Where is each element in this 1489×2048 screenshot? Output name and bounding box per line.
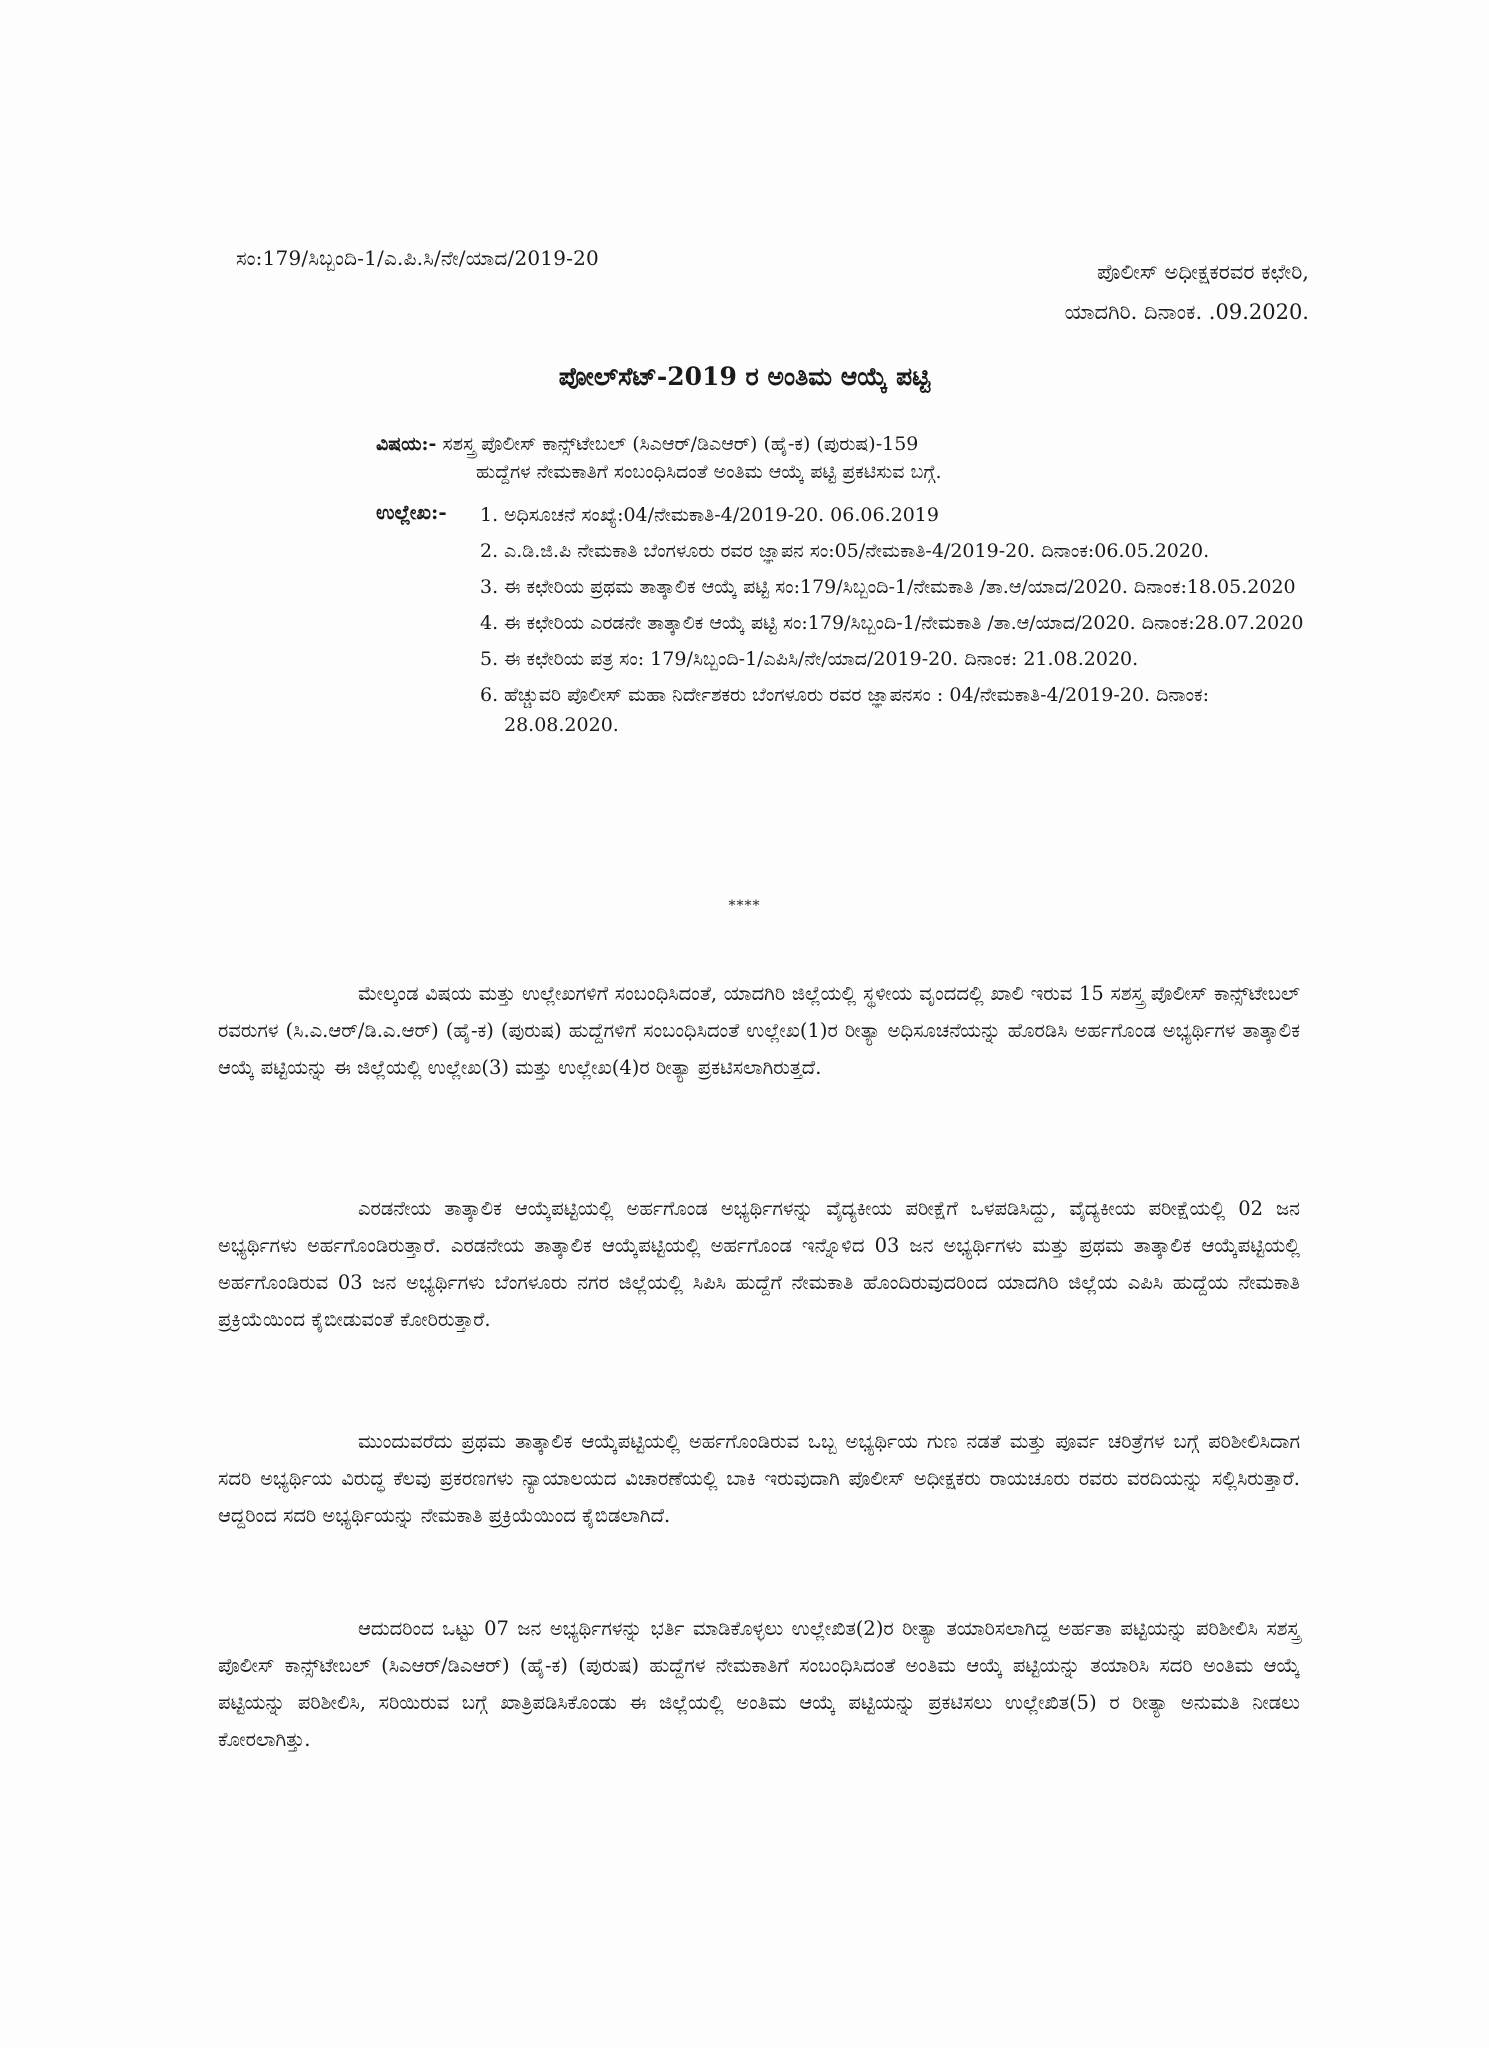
office-name: ಪೊಲೀಸ್ ಅಧೀಕ್ಷಕರವರ ಕಛೇರಿ, bbox=[1097, 260, 1309, 284]
reference-text: ಈ ಕಛೇರಿಯ ಪ್ರಥಮ ತಾತ್ಕಾಲಿಕ ಆಯ್ಕೆ ಪಟ್ಟಿ ಸಂ:179/ಸಿಬ್ಬಂದಿ-1/ನೇಮಕಾತಿ /ತಾ.ಆ/ಯಾದ/2020. ದಿನಾಂಕ:18.05.2020 bbox=[504, 576, 1296, 598]
subject-line-2: ಹುದ್ದೆಗಳ ನೇಮಕಾತಿಗೆ ಸಂಬಂಧಿಸಿದಂತೆ ಅಂತಿಮ ಆಯ್ಕೆ ಪಟ್ಟಿ ಪ್ರಕಟಿಸುವ ಬಗ್ಗೆ. bbox=[476, 461, 942, 483]
reference-item bbox=[480, 536, 1310, 566]
subject-block bbox=[376, 430, 1306, 486]
reference-text: ಹೆಚ್ಚುವರಿ ಪೊಲೀಸ್ ಮಹಾ ನಿರ್ದೇಶಕರು ಬೆಂಗಳೂರು ರವರ ಜ್ಞಾಪನಸಂ : 04/ನೇಮಕಾತಿ-4/2019-20. ದಿನಾಂಕ: 28.08.2020. bbox=[504, 684, 1209, 736]
body-paragraph: ಎರಡನೇಯ ತಾತ್ಕಾಲಿಕ ಆಯ್ಕೆಪಟ್ಟಿಯಲ್ಲಿ ಅರ್ಹಗೊಂಡ ಅಭ್ಯರ್ಥಿಗಳನ್ನು ವೈದ್ಯಕೀಯ ಪರೀಕ್ಷೆಗೆ ಒಳಪಡಿಸಿದ್ದು, ವೈದ್ಯಕೀಯ ಪರೀಕ್ಷೆಯಲ್ಲಿ 02 ಜನ ಅಭ್ಯರ್ಥಿಗಳು ಅರ್ಹಗೊಂಡಿರುತ್ತಾರೆ. ಎರಡನೇಯ ತಾತ್ಕಾಲಿಕ ಆಯ್ಕೆಪಟ್ಟಿಯಲ್ಲಿ ಅರ್ಹಗೊಂಡ ಇನ್ನೊಳಿದ 03 ಜನ ಅಭ್ಯರ್ಥಿಗಳು ಮತ್ತು ಪ್ರಥಮ ತಾತ್ಕಾಲಿಕ ಆಯ್ಕೆಪಟ್ಟಿಯಲ್ಲಿ ಅರ್ಹಗೊಂಡಿರುವ 03 ಜನ ಅಭ್ಯರ್ಥಿಗಳು ಬೆಂಗಳೂರು ನಗರ ಜಿಲ್ಲೆಯಲ್ಲಿ ಸಿಪಿಸಿ ಹುದ್ದೆಗೆ ನೇಮಕಾತಿ ಹೊಂದಿರುವುದರಿಂದ ಯಾದಗಿರಿ ಜಿಲ್ಲೆಯ ಎಪಿಸಿ ಹುದ್ದೆಯ ನೇಮಕಾತಿ ಪ್ರಕ್ರಿಯೆಯಿಂದ ಕೈಬೀಡುವಂತೆ ಕೋರಿರುತ್ತಾರೆ. bbox=[218, 1196, 1300, 1331]
reference-item bbox=[480, 608, 1310, 638]
office-block bbox=[1065, 252, 1309, 332]
reference-number: ಸಂ:179/ಸಿಬ್ಬಂದಿ-1/ಎ.ಪಿ.ಸಿ/ನೇ/ಯಾದ/2019-20 bbox=[236, 246, 599, 270]
document-title: ಪೋಲ್‌ಸೆಟ್-2019 ರ ಅಂತಿಮ ಆಯ್ಕೆ ಪಟ್ಟಿ bbox=[558, 362, 931, 391]
references-list bbox=[480, 500, 1310, 746]
reference-item bbox=[480, 572, 1310, 602]
section-separator: **** bbox=[728, 898, 761, 914]
office-place-date: ಯಾದಗಿರಿ. ದಿನಾಂಕ. .09.2020. bbox=[1064, 300, 1309, 324]
reference-text: ಎ.ಡಿ.ಜಿ.ಪಿ ನೇಮಕಾತಿ ಬೆಂಗಳೂರು ರವರ ಜ್ಞಾಪನ ಸಂ:05/ನೇಮಕಾತಿ-4/2019-20. ದಿನಾಂಕ:06.05.2020. bbox=[504, 540, 1210, 562]
reference-text: ಈ ಕಛೇರಿಯ ಎರಡನೇ ತಾತ್ಕಾಲಿಕ ಆಯ್ಕೆ ಪಟ್ಟಿ ಸಂ:179/ಸಿಬ್ಬಂದಿ-1/ನೇಮಕಾತಿ /ತಾ.ಆ/ಯಾದ/2020. ದಿನಾಂಕ:28.07.2020 bbox=[504, 612, 1304, 634]
reference-text: ಅಧಿಸೂಚನೆ ಸಂಖ್ಯೆ:04/ನೇಮಕಾತಿ-4/2019-20. 06.06.2019 bbox=[504, 504, 939, 526]
body-paragraph: ಮೇಲ್ಕಂಡ ವಿಷಯ ಮತ್ತು ಉಲ್ಲೇಖಗಳಿಗೆ ಸಂಬಂಧಿಸಿದಂತೆ, ಯಾದಗಿರಿ ಜಿಲ್ಲೆಯಲ್ಲಿ ಸ್ಥಳೀಯ ವೃಂದದಲ್ಲಿ ಖಾಲಿ ಇರುವ 15 ಸಶಸ್ತ್ರ ಪೊಲೀಸ್ ಕಾನ್ಸ್‌ಟೇಬಲ್ ರವರುಗಳ (ಸಿ.ಎ.ಆರ್/ಡಿ.ಎ.ಆರ್) (ಹೈ-ಕ) (ಪುರುಷ) ಹುದ್ದೆಗಳಿಗೆ ಸಂಬಂಧಿಸಿದಂತೆ ಉಲ್ಲೇಖ(1)ರ ರೀತ್ಯಾ ಅಧಿಸೂಚನೆಯನ್ನು ಹೊರಡಿಸಿ ಅರ್ಹಗೊಂಡ ಅಭ್ಯರ್ಥಿಗಳ ತಾತ್ಕಾಲಿಕ ಆಯ್ಕೆ ಪಟ್ಟಿಯನ್ನು ಈ ಜಿಲ್ಲೆಯಲ್ಲಿ ಉಲ್ಲೇಖ(3) ಮತ್ತು ಉಲ್ಲೇಖ(4)ರ ರೀತ್ಯಾ ಪ್ರಕಟಿಸಲಾಗಿರುತ್ತದೆ. bbox=[218, 981, 1300, 1079]
reference-number-label: 1. bbox=[480, 504, 499, 526]
body-paragraph: ಆದುದರಿಂದ ಒಟ್ಟು 07 ಜನ ಅಭ್ಯರ್ಥಿಗಳನ್ನು ಭರ್ತಿ ಮಾಡಿಕೊಳ್ಳಲು ಉಲ್ಲೇಖಿತ(2)ರ ರೀತ್ಯಾ ತಯಾರಿಸಲಾಗಿದ್ದ ಅರ್ಹತಾ ಪಟ್ಟಿಯನ್ನು ಪರಿಶೀಲಿಸಿ ಸಶಸ್ತ್ರ ಪೊಲೀಸ್ ಕಾನ್ಸ್‌ಟೇಬಲ್ (ಸಿಎಆರ್/ಡಿಎಆರ್) (ಹೈ-ಕ) (ಪುರುಷ) ಹುದ್ದೆಗಳ ನೇಮಕಾತಿಗೆ ಸಂಬಂಧಿಸಿದಂತೆ ಅಂತಿಮ ಆಯ್ಕೆ ಪಟ್ಟಿಯನ್ನು ತಯಾರಿಸಿ ಸದರಿ ಅಂತಿಮ ಆಯ್ಕೆ ಪಟ್ಟಿಯನ್ನು ಪರಿಶೀಲಿಸಿ, ಸರಿಯಿರುವ ಬಗ್ಗೆ ಖಾತ್ರಿಪಡಿಸಿಕೊಂಡು ಈ ಜಿಲ್ಲೆಯಲ್ಲಿ ಅಂತಿಮ ಆಯ್ಕೆ ಪಟ್ಟಿಯನ್ನು ಪ್ರಕಟಿಸಲು ಉಲ್ಲೇಖಿತ(5) ರ ರೀತ್ಯಾ ಅನುಮತಿ ನೀಡಲು ಕೋರಲಾಗಿತ್ತು. bbox=[218, 1616, 1300, 1751]
body-paragraph: ಮುಂದುವರೆದು ಪ್ರಥಮ ತಾತ್ಕಾಲಿಕ ಆಯ್ಕೆಪಟ್ಟಿಯಲ್ಲಿ ಅರ್ಹಗೊಂಡಿರುವ ಒಬ್ಬ ಅಭ್ಯರ್ಥಿಯ ಗುಣ ನಡತೆ ಮತ್ತು ಪೂರ್ವ ಚರಿತ್ರೆಗಳ ಬಗ್ಗೆ ಪರಿಶೀಲಿಸಿದಾಗ ಸದರಿ ಅಭ್ಯರ್ಥಿಯ ವಿರುದ್ಧ ಕೆಲವು ಪ್ರಕರಣಗಳು ನ್ಯಾಯಾಲಯದ ವಿಚಾರಣೆಯಲ್ಲಿ ಬಾಕಿ ಇರುವುದಾಗಿ ಪೊಲೀಸ್ ಅಧೀಕ್ಷಕರು ರಾಯಚೂರು ರವರು ವರದಿಯನ್ನು ಸಲ್ಲಿಸಿರುತ್ತಾರೆ. ಆದ್ದರಿಂದ ಸದರಿ ಅಭ್ಯರ್ಥಿಯನ್ನು ನೇಮಕಾತಿ ಪ್ರಕ್ರಿಯೆಯಿಂದ ಕೈಬಿಡಲಾಗಿದೆ. bbox=[218, 1429, 1300, 1527]
reference-item bbox=[480, 500, 1310, 530]
reference-item bbox=[480, 644, 1310, 674]
reference-number-label: 5. bbox=[480, 648, 499, 670]
reference-number-label: 6. bbox=[480, 684, 499, 706]
subject-label: ವಿಷಯ:- bbox=[376, 433, 437, 455]
reference-number-label: 2. bbox=[480, 540, 499, 562]
reference-item bbox=[480, 680, 1310, 740]
reference-number-label: 4. bbox=[480, 612, 499, 634]
subject-line-1: ಸಶಸ್ತ್ರ ಪೊಲೀಸ್ ಕಾನ್ಸ್‌ಟೇಬಲ್ (ಸಿಎಆರ್/ಡಿಎಆರ್) (ಹೈ-ಕ) (ಪುರುಷ)-159 bbox=[442, 433, 919, 455]
reference-number-label: 3. bbox=[480, 576, 499, 598]
reference-text: ಈ ಕಛೇರಿಯ ಪತ್ರ ಸಂ: 179/ಸಿಬ್ಬಂದಿ-1/ಎಪಿಸಿ/ನೇ/ಯಾದ/2019-20. ದಿನಾಂಕ: 21.08.2020. bbox=[504, 648, 1139, 670]
references-label: ಉಲ್ಲೇಖ:- bbox=[376, 500, 447, 524]
